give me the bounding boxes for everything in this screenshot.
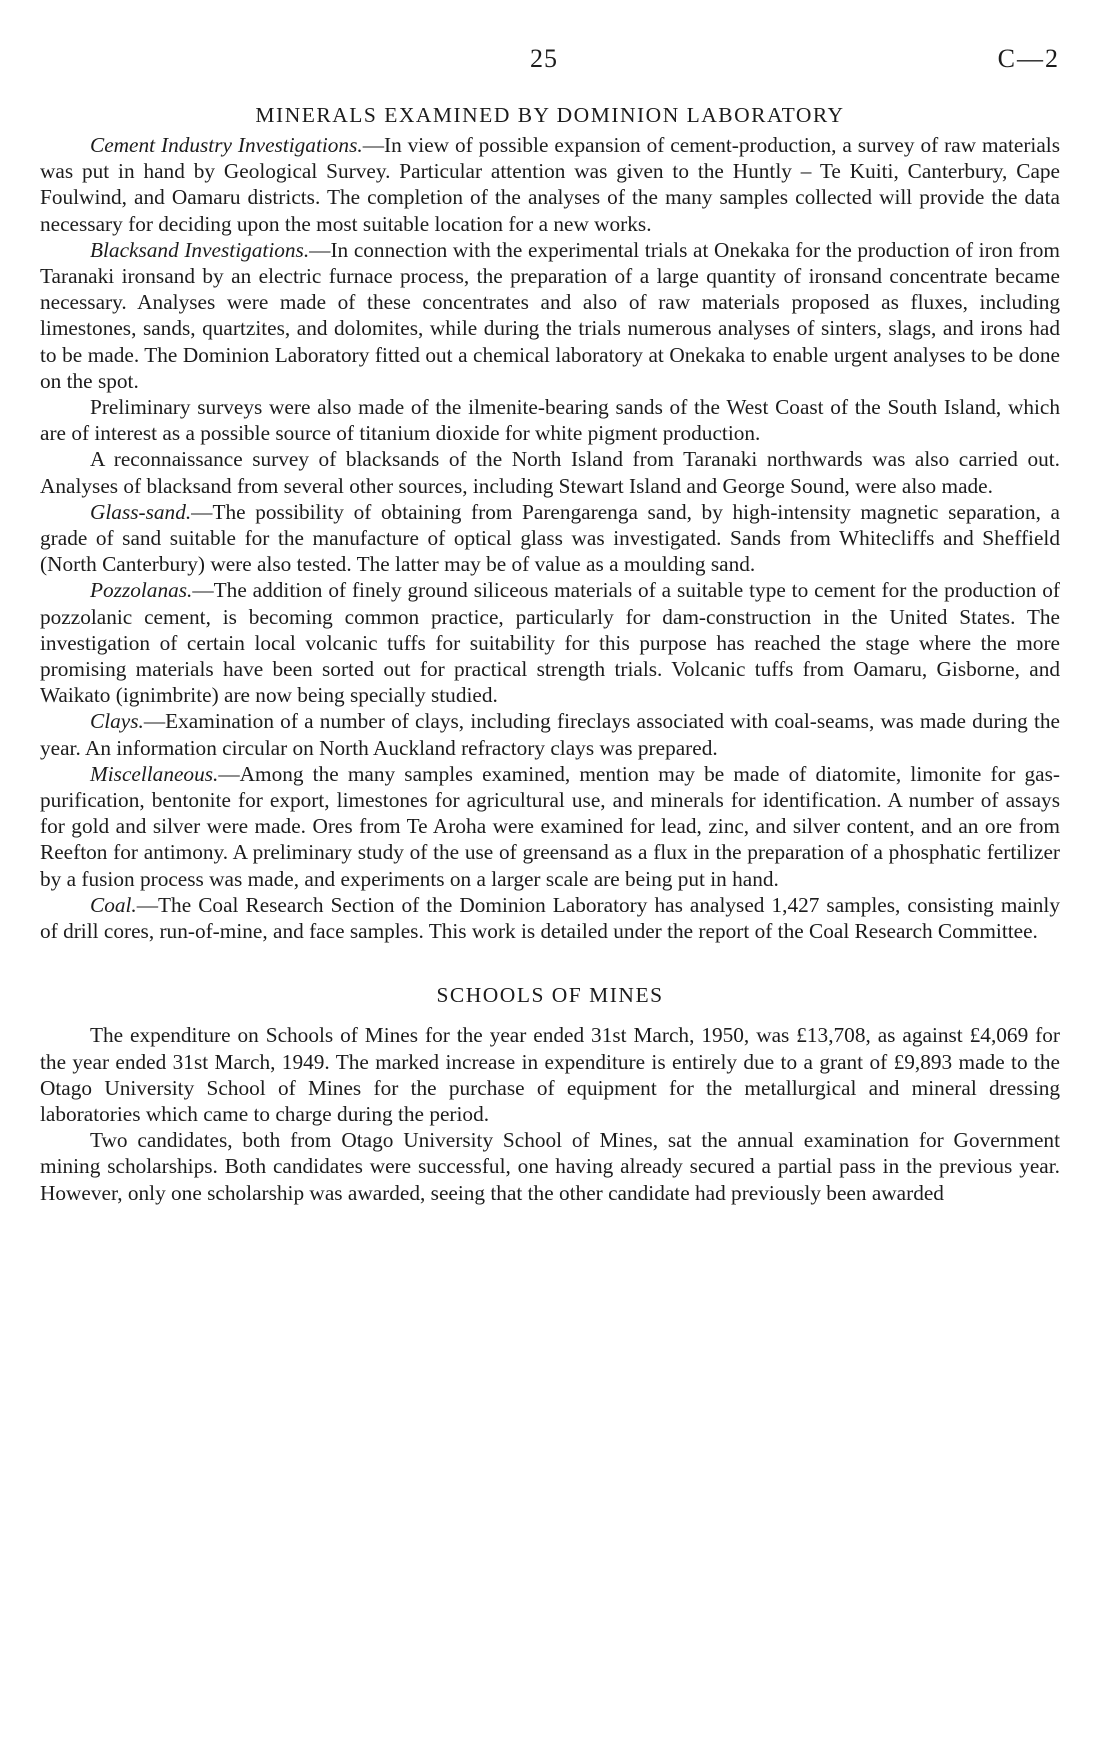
run-in-heading: Coal. — [90, 892, 137, 917]
run-in-heading: Pozzolanas. — [90, 578, 193, 603]
section-heading: MINERALS EXAMINED BY DOMINION LABORATORY — [255, 103, 845, 127]
minerals-section — [40, 98, 1060, 944]
paragraph-text: A reconnaissance survey of blacksands of the North Island from Taranaki northwards was also carried out. Analyses of blacksand from several other sources, including Stewart Island and George Sound, were also made. — [40, 447, 1060, 498]
paragraph-text: —The possibility of obtaining from Parengarenga sand, by high-intensity magnetic separation, a grade of sand suitable for the manufacture of optical glass was investigated. Sands from Whitecliffs and Sheffield (North Canterbury) were also tested. The latter may be of value as a moulding sand. — [40, 499, 1060, 577]
paragraph-preliminary-surveys — [40, 394, 1060, 446]
paragraph-miscellaneous — [40, 761, 1060, 892]
paragraph-text: —The addition of finely ground siliceous materials of a suitable type to cement for the production of pozzolanic cement, is becoming common practice, particularly for dam-construction in the United States. The investigation of certain local volcanic tuffs for suitability for this purpose has reached the stage where the more promising materials have been sorted out for practical strength trials. Volcanic tuffs from Oamaru, Gisborne, and Waikato (ignimbrite) are now being specially studied. — [40, 578, 1060, 708]
paragraph-pozzolanas — [40, 577, 1060, 708]
paragraph-coal — [40, 892, 1060, 944]
paragraph-text: The expenditure on Schools of Mines for the year ended 31st March, 1950, was £13,708, as against £4,069 for the year ended 31st March, 1949. The marked increase in expenditure is entirely due to a grant of £9,893 made to the Otago University School of Mines for the purchase of equipment for the metallurgical and mineral dressing laboratories which came to charge during the period. — [40, 1023, 1060, 1126]
paragraph-candidates — [40, 1127, 1060, 1206]
paragraph-reconnaissance — [40, 446, 1060, 498]
paragraph-glass-sand — [40, 499, 1060, 578]
page-header — [40, 0, 1060, 82]
page-reference: C—2 — [997, 44, 1060, 73]
document-page — [40, 0, 1060, 1753]
paragraph-text: Two candidates, both from Otago University School of Mines, sat the annual examination for Government mining scholarships. Both candidates were successful, one having already secured a partial pass in the previous year. However, only one scholarship was awarded, seeing that the other candidate had previously been awarded — [40, 1128, 1060, 1205]
paragraph-text: —Among the many samples examined, mention may be made of diatomite, limonite for gas-purification, bentonite for export, limestones for agricultural use, and minerals for identification. A number of assays for gold and silver were made. Ores from Te Aroha were examined for lead, zinc, and silver content, and an ore from Reefton for antimony. A preliminary study of the use of greensand as a flux in the preparation of a phosphatic fertilizer by a fusion process was made, and experiments on a larger scale are being put in hand. — [40, 761, 1060, 891]
run-in-heading: Glass-sand. — [90, 499, 192, 524]
paragraph-text: Preliminary surveys were also made of the ilmenite-bearing sands of the West Coast of the South Island, which are of interest as a possible source of titanium dioxide for white pigment production. — [40, 395, 1060, 446]
run-in-heading: Blacksand Investigations. — [90, 237, 310, 262]
paragraph-text: —In connection with the experimental trials at Onekaka for the production of iron from Taranaki ironsand by an electric furnace process, the preparation of a large quantity of ironsand concentrate became necessary. Analyses were made of these concentrates and also of raw materials proposed as fluxes, including limestones, sands, quartzites, and dolomites, while during the trials numerous analyses of sinters, slags, and irons had to be made. The Dominion Laboratory fitted out a chemical laboratory at Onekaka to enable urgent analyses to be done on the spot. — [40, 237, 1060, 393]
paragraph-blacksand — [40, 237, 1060, 394]
paragraph-text: —In view of possible expansion of cement-production, a survey of raw materials was put in hand by Geological Survey. Particular attention was given to the Huntly – Te Kuiti, Canterbury, Cape Foulwind, and Oamaru districts. The completion of the analyses of the many samples collected will provide the data necessary for deciding upon the most suitable location for a new works. — [40, 133, 1060, 236]
paragraph-cement — [40, 132, 1060, 237]
schools-section — [40, 978, 1060, 1205]
paragraph-expenditure — [40, 1022, 1060, 1127]
page-number: 25 — [530, 44, 558, 73]
paragraph-clays — [40, 708, 1060, 760]
run-in-heading: Cement Industry Investigations. — [90, 133, 363, 157]
run-in-heading: Clays. — [90, 709, 144, 734]
run-in-heading: Miscellaneous. — [90, 761, 219, 786]
section-heading: SCHOOLS OF MINES — [436, 983, 664, 1008]
paragraph-text: —Examination of a number of clays, including fireclays associated with coal-seams, was made during the year. An information circular on North Auckland refractory clays was prepared. — [40, 709, 1060, 760]
paragraph-text: —The Coal Research Section of the Dominion Laboratory has analysed 1,427 samples, consisting mainly of drill cores, run-of-mine, and face samples. This work is detailed under the report of the Coal Research Committee. — [40, 892, 1060, 944]
